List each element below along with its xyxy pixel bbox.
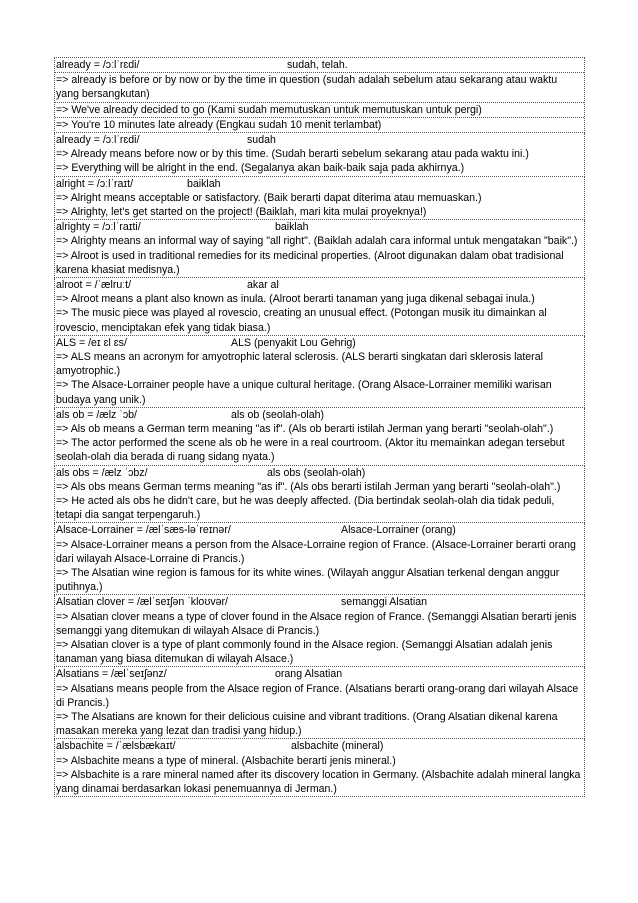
entry-header bbox=[55, 220, 584, 234]
example-line: => Alroot is used in traditional remedies for its medicinal properties. (Alroot digunakan dalam obat tradisional karena khasiat medisnya.) bbox=[56, 249, 564, 276]
entry-header bbox=[55, 58, 584, 72]
dictionary-entry bbox=[54, 466, 585, 524]
entry-header bbox=[55, 278, 584, 292]
headword: Alsatian clover = /ælˈseɪʃən ˈkloʊvər/ bbox=[56, 596, 228, 609]
dictionary-entry bbox=[54, 220, 585, 278]
entry-header bbox=[55, 133, 584, 147]
entry-header bbox=[55, 408, 584, 422]
example-line: => Alsatian clover is a type of plant commonly found in the Alsace region. (Semanggi Alsatian adalah jenis tanaman yang biasa ditemukan di wilayah Alsace.) bbox=[56, 638, 553, 666]
dictionary-entry bbox=[54, 57, 585, 133]
entry-header bbox=[55, 739, 584, 753]
example-line: => Alsbachite is a rare mineral named after its discovery location in Germany. (Alsbachite adalah mineral langka yang dinamai berdasarkan lokasi penemuannya di Jerman.) bbox=[56, 768, 581, 795]
headword: alrighty = /ɔːlˈraɪti/ bbox=[56, 221, 141, 234]
headword: als obs = /ælz ˈɔbz/ bbox=[56, 466, 148, 479]
headword: als ob = /ælz ˈɔb/ bbox=[56, 408, 137, 421]
translation: orang Alsatian bbox=[275, 668, 343, 681]
dictionary-entry bbox=[54, 177, 585, 221]
translation: sudah bbox=[247, 134, 276, 146]
translation: alsbachite (mineral) bbox=[291, 740, 384, 753]
translation: als ob (seolah-olah) bbox=[231, 408, 325, 421]
headword: already = /ɔːlˈrɛdi/ bbox=[56, 134, 140, 146]
headword: already = /ɔːlˈrɛdi/ bbox=[56, 59, 140, 71]
dictionary-entry bbox=[54, 336, 585, 408]
example-line: => The music piece was played al rovescio, creating an unusual effect. (Potongan musik itu dimainkan al rovescio, menciptakan efek yang tidak biasa.) bbox=[56, 307, 547, 334]
example-line: => The Alsace-Lorrainer people have a unique cultural heritage. (Orang Alsace-Lorrainer memiliki warisan budaya yang unik.) bbox=[56, 379, 552, 406]
example-line: => Alsatian clover means a type of clover found in the Alsace region of France. (Semanggi Alsatian berarti jenis semanggi yang ditemukan di wilayah Alsace di Prancis.) bbox=[56, 610, 577, 637]
translation: akar al bbox=[247, 278, 279, 291]
example-line: => Alsatians means people from the Alsace region of France. (Alsatians berarti orang-orang dari wilayah Alsace di Prancis.) bbox=[56, 682, 579, 709]
translation: Alsace-Lorrainer (orang) bbox=[341, 524, 456, 537]
dictionary-entry bbox=[54, 595, 585, 667]
entry-header bbox=[55, 177, 584, 191]
translation: baiklah bbox=[187, 177, 221, 190]
example-line: => The actor performed the scene als ob he were in a real courtroom. (Aktor itu memainkan adegan tersebut seolah-olah dia berada di ruang sidang nyata.) bbox=[56, 437, 565, 464]
dictionary-entry bbox=[54, 133, 585, 177]
entry-header bbox=[55, 336, 584, 350]
translation: sudah, telah. bbox=[287, 59, 348, 71]
example-line: => Alsace-Lorrainer means a person from the Alsace-Lorraine region of France. (Alsace-Lorrainer berarti orang dari wilayah Alsace-Lorraine di Prancis.) bbox=[56, 538, 576, 565]
example-line: => Alsbachite means a type of mineral. (Alsbachite berarti jenis mineral.) bbox=[56, 754, 396, 767]
entry-header bbox=[55, 466, 584, 480]
headword: Alsatians = /ælˈseɪʃənz/ bbox=[56, 668, 167, 681]
dictionary-entry bbox=[54, 408, 585, 466]
translation: semanggi Alsatian bbox=[341, 596, 427, 609]
example-line: => Als obs means German terms meaning "as if". (Als obs berarti istilah Jerman yang berarti "seolah-olah".) bbox=[56, 480, 561, 493]
dictionary-page bbox=[54, 57, 585, 797]
dictionary-entry bbox=[54, 667, 585, 739]
translation: ALS (penyakit Lou Gehrig) bbox=[231, 336, 356, 349]
headword: alright = /ɔːlˈraɪt/ bbox=[56, 177, 134, 190]
headword: alsbachite = /ˈælsbækaɪt/ bbox=[56, 740, 176, 753]
example-line: => He acted als obs he didn't care, but he was deeply affected. (Dia bertindak seolah-olah dia tidak peduli, tetapi dia sangat terpengaruh.) bbox=[56, 494, 555, 522]
example-line: => We've already decided to go (Kami sudah memutuskan untuk memutuskan untuk pergi) bbox=[55, 102, 584, 117]
example-line: => ALS means an acronym for amyotrophic lateral sclerosis. (ALS berarti singkatan dari sklerosis lateral amyotrophic.) bbox=[56, 350, 543, 378]
translation: als obs (seolah-olah) bbox=[267, 466, 366, 479]
example-line: => Als ob means a German term meaning "as if". (Als ob berarti istilah Jerman yang berarti "seolah-olah".) bbox=[56, 422, 554, 435]
dictionary-entry bbox=[54, 739, 585, 797]
entry-header bbox=[55, 523, 584, 537]
entry-header bbox=[55, 667, 584, 681]
example-line: => Alrighty, let's get started on the project! (Baiklah, mari kita mulai proyeknya!) bbox=[56, 205, 427, 218]
dictionary-entry bbox=[54, 523, 585, 595]
headword: Alsace-Lorrainer = /ælˈsæs-ləˈreɪnər/ bbox=[56, 524, 231, 537]
example-line: => Everything will be alright in the end. (Segalanya akan baik-baik saja pada akhirnya.) bbox=[56, 162, 465, 175]
example-line: => Alrighty means an informal way of saying "all right". (Baiklah adalah cara informal untuk mengatakan "baik".) bbox=[56, 235, 578, 248]
example-line: => Alroot means a plant also known as inula. (Alroot berarti tanaman yang juga dikenal sebagai inula.) bbox=[56, 293, 535, 306]
headword: ALS = /eɪ ɛl ɛs/ bbox=[56, 336, 127, 349]
example-line: => Already means before now or by this time. (Sudah berarti sebelum sekarang atau pada waktu ini.) bbox=[56, 148, 529, 161]
example-line: => The Alsatians are known for their delicious cuisine and vibrant traditions. (Orang Alsatian dikenal karena masakan mereka yang lezat dan tradisi yang hidup.) bbox=[56, 710, 558, 738]
example-line: => The Alsatian wine region is famous for its white wines. (Wilayah anggur Alsatian terkenal dengan anggur putihnya.) bbox=[56, 566, 560, 594]
dictionary-entry bbox=[54, 278, 585, 336]
headword: alroot = /ˈælruːt/ bbox=[56, 278, 132, 291]
example-line: => You're 10 minutes late already (Engkau sudah 10 menit terlambat) bbox=[55, 117, 584, 132]
entry-header bbox=[55, 595, 584, 609]
translation: baiklah bbox=[275, 221, 309, 234]
example-line: => already is before or by now or by the time in question (sudah adalah sebelum atau sekarang atau waktu yang bersangkutan) bbox=[55, 72, 584, 101]
example-line: => Alright means acceptable or satisfactory. (Baik berarti dapat diterima atau memuaskan.) bbox=[56, 191, 482, 204]
